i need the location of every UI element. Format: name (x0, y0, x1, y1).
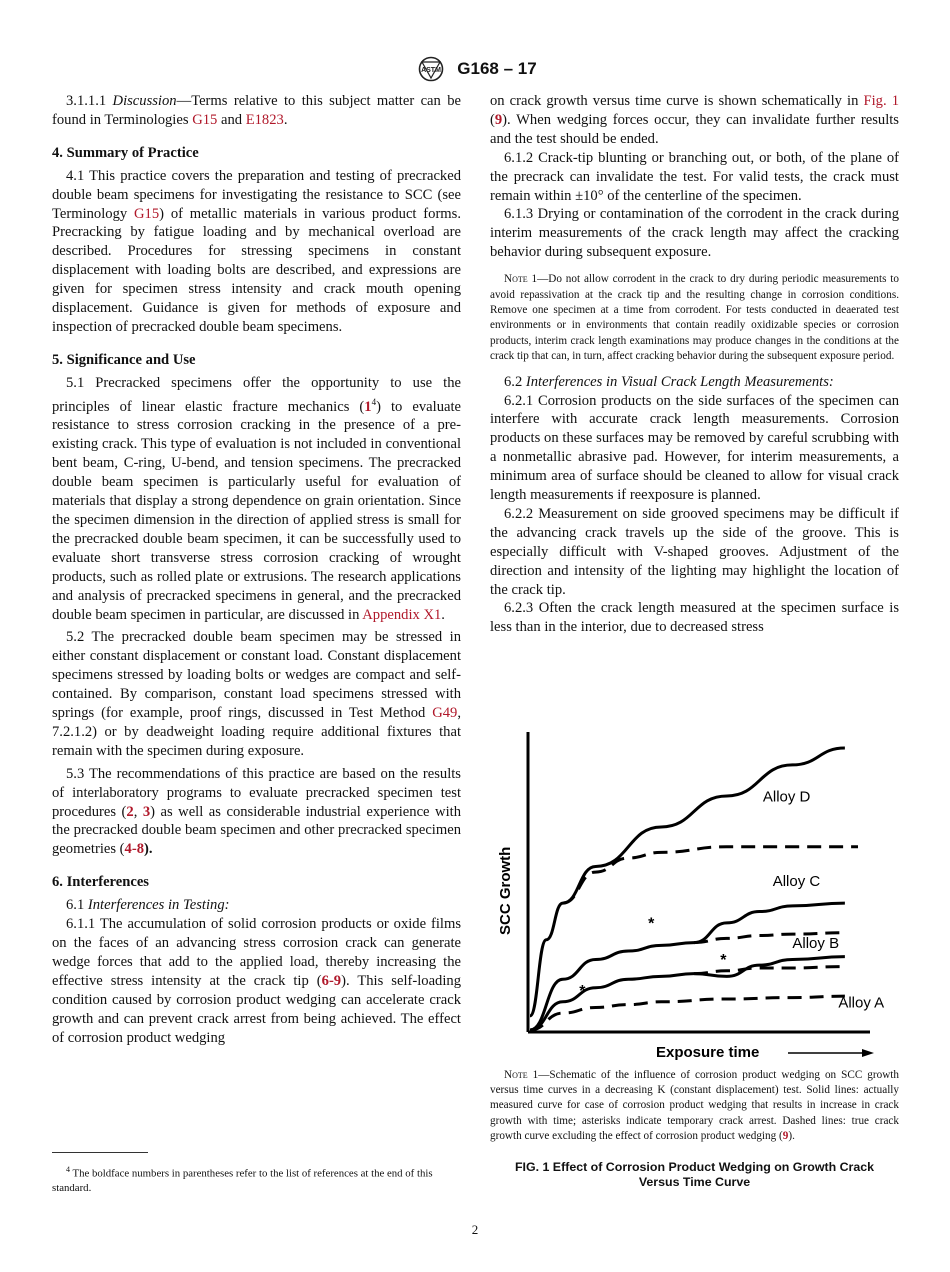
paragraph-3-1-1-1: 3.1.1.1 Discussion—Terms relative to this subject matter can be found in Terminologies G15 and E1823. (52, 93, 461, 128)
paragraph-6-1: 6.1 Interferences in Testing: (66, 897, 230, 914)
series-alloy-b (530, 957, 845, 1030)
left-column (52, 92, 461, 1047)
label-alloy-d: Alloy D (762, 788, 811, 806)
figure-1 (490, 720, 899, 1065)
ref-2[interactable]: 2 (126, 803, 134, 820)
paragraph-6-2-1: 6.2.1 Corrosion products on the side surfaces of the specimen can interfere with accurate crack length measurements. Corrosion products on these surfaces may be removed by careful scrubbing with a nonmetallic abrasive pad. However, for interim measurements, a minimum area of surface should be cleaned to allow for visual crack length measurements if reexposure is planned. (490, 392, 899, 504)
page-number: 2 (471, 1222, 479, 1237)
section-4-heading: 4. Summary of Practice (52, 144, 199, 161)
astm-logo-icon (413, 56, 449, 82)
paragraph-6-2-3: 6.2.3 Often the crack length measured at the specimen surface is less than in the interior, due to decreased stress (490, 600, 899, 636)
asterisk-annotation: * (648, 915, 655, 933)
paragraph-6-2: 6.2 Interferences in Visual Crack Length Measurements: (504, 373, 834, 390)
paragraph-6-1-3: 6.1.3 Drying or contamination of the corrodent in the crack during interim measurements of the crack length may affect the cracking behavior during subsequent exposure. (490, 206, 899, 261)
section-6-heading: 6. Interferences (52, 874, 149, 891)
svg-text:ASTM: ASTM (421, 67, 442, 74)
y-axis-label: SCC Growth (497, 846, 514, 935)
link-appendix-x1[interactable]: Appendix X1 (362, 606, 442, 623)
footnote-4: $^4$ The boldface numbers in parentheses refer to the list of references at the end of this standard. (52, 1165, 433, 1195)
figure-title: FIG. 1 Effect of Corrosion Product Wedging on Growth Crack Versus Time Curve (514, 1160, 875, 1190)
link-g49[interactable]: G49 (432, 705, 458, 722)
scc-growth-chart (490, 720, 899, 1065)
ref-1[interactable]: 1 (364, 398, 372, 415)
paragraph-6-2-2: 6.2.2 Measurement on side grooved specimens may be difficult if the advancing crack travels up the side of the groove. This is especially difficult with V-shaped grooves. Adjustment of the direction and intensity of the lighting may highlight the location of the crack tip. (490, 505, 899, 598)
right-column (490, 92, 899, 637)
paragraph-6-1-1-cont: on crack growth versus time curve is shown schematically in Fig. 1 (9). When wedging forces occur, they can invalidate further results and the test should be ended. (490, 93, 900, 147)
series-alloy-a (530, 996, 845, 1030)
paragraph-4-1: 4.1 This practice covers the preparation and testing of precracked double beam specimens for investigating the resistance to SCC (see Terminology G15) of metallic materials in various product forms. Precracking by fatigue loading and by mechanical overload are described. Procedures for stressing specimens in constant displacement with loading bolts are described, and expressions are given for specimen stress intensity and crack mouth opening displacement. Guidance is given for methods of exposure and inspection of precracked double beam specimens. (52, 167, 461, 335)
link-g15[interactable]: G15 (134, 205, 160, 222)
paragraph-5-1: 5.1 Precracked specimens offer the opportunity to use the principles of linear elastic fracture mechanics $(1^4)$ to evaluate resistance to stress corrosion cracking in the presence of a pre-existing crack. This type of evaluation is not included in conventional bent beam, C-ring, U-bend, and tension specimens. The precracked double beam specimen is particularly useful for evaluation of materials that display a strong dependence on grain orientation. Since the specimen dimension in the direction of applied stress is small for the precracked double beam specimen, it can be successfully used to evaluate short transverse stress corrosion cracking of wrought products, such as rolled plate or extrusions. The research applications and analysis of precracked specimens in general, and the precracked double beam specimen in particular, are discussed in Appendix X1. (52, 374, 462, 623)
link-e1823[interactable]: E1823 (245, 111, 284, 128)
label-alloy-c: Alloy C (772, 873, 821, 891)
ref-4-8[interactable]: 4-8 (124, 841, 145, 858)
footnote-rule (52, 1152, 148, 1153)
designation: G168 – 17 (457, 59, 537, 78)
ref-9[interactable]: 9 (494, 111, 503, 128)
paragraph-6-1-1: 6.1.1 The accumulation of solid corrosion products or oxide films on the faces of an advancing stress corrosion crack can generate wedge forces that add to the applied load, thereby increasing the effective stress intensity at the crack tip (6-9). This self-loading condition caused by corrosion product wedging can accelerate crack growth and can prevent crack arrest from being achieved. The effect of corrosion product wedging (52, 916, 461, 1046)
x-axis-arrowhead (862, 1049, 874, 1057)
paragraph-5-2: 5.2 The precracked double beam specimen may be stressed in either constant displacement or constant load. Constant displacement specimens stressed by loading bolts or wedges are compact and self-contained. By comparison, constant load specimens stressed with springs (for example, proof rings, discussed in Test Method G49, 7.2.1.2) or by deadweight loading require additional fixtures that remain with the specimen during exposure. (52, 629, 461, 759)
label-alloy-b: Alloy B (792, 935, 840, 953)
note-1: Note 1—Do not allow corrodent in the crack to dry during periodic measurements to avoid repassivation at the crack tip and the resulting change in corrosion conditions. Remove one specimen at a time from corrodent. For tests conducted in deaerated test environments or in environments that contain readily oxidizable species or corrosion products, interim crack length examinations may produce changes in the conditions at the crack tip that can, in turn, affect cracking behavior during the subsequent exposure period. (490, 273, 900, 363)
paragraph-6-1-2: 6.1.2 Crack-tip blunting or branching out, or both, of the plane of the precrack can invalidate the test. For valid tests, the crack must remain within ±10° of the centerline of the specimen. (490, 149, 899, 204)
series-alloy-b-true (694, 967, 845, 974)
ref-3[interactable]: 3 (142, 803, 151, 820)
ref-6-9[interactable]: 6-9 (321, 972, 342, 989)
link-fig-1[interactable]: Fig. 1 (863, 93, 900, 109)
section-5-heading: 5. Significance and Use (52, 351, 196, 368)
asterisk-annotation: * (720, 952, 727, 970)
link-g15[interactable]: G15 (192, 111, 218, 128)
x-axis-label: Exposure time (656, 1044, 760, 1061)
label-alloy-a: Alloy A (838, 994, 885, 1012)
ref-9[interactable]: 9 (782, 1129, 789, 1142)
paragraph-5-3: 5.3 The recommendations of this practice are based on the results of interlaboratory programs to evaluate precracked specimen test procedures (2, 3) as well as considerable industrial experience with the precracked double beam specimen and other precracked specimen geometries (4-8). (52, 765, 461, 858)
figure-note: Note 1—Schematic of the influence of corrosion product wedging on SCC growth versus time curves in a decreasing K (constant displacement) test. Solid lines: actually measured curve for case of corrosion product wedging that results in increase in crack growth with time; asterisks indicate temporary crack arrest. Dashed lines: true crack growth curve excluding the effect of corrosion product wedging (9). (490, 1069, 899, 1142)
asterisk-annotation: * (579, 983, 586, 1001)
page-header (0, 56, 950, 82)
